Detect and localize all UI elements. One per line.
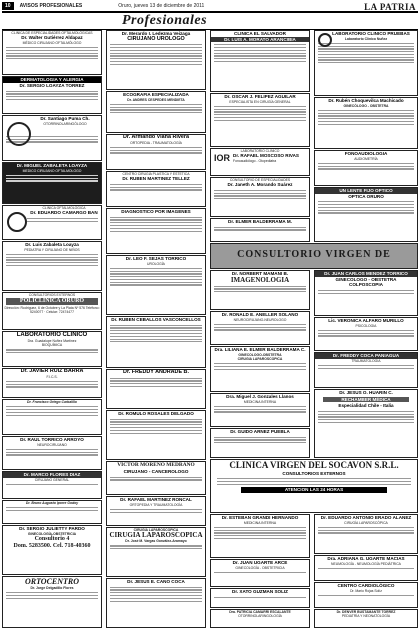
ad-laboratorio-pruebas bbox=[314, 30, 418, 96]
ad-doctor-name: Dr. FREDDY COCA PANIAGUA bbox=[332, 353, 400, 358]
ad-body-text bbox=[6, 484, 98, 485]
ad-heading-large: CIRUGIA LAPAROSCOPICA bbox=[109, 531, 203, 540]
ad-moreno-oncology bbox=[106, 461, 206, 495]
ortocentro-logo: ORTOCENTRO bbox=[24, 577, 80, 586]
ad-doctor-name: Dr. Walter Gutiérrez Aldapaz bbox=[21, 35, 83, 41]
ad-clinica-el-salvador bbox=[210, 30, 310, 92]
ad-doctor-name: Dr. José M. Vargas González-Aramayo bbox=[125, 539, 187, 544]
ad-body-text bbox=[318, 163, 414, 170]
ad-balderrama bbox=[210, 218, 310, 242]
lab-logo-icon bbox=[318, 33, 332, 47]
ad-body-text bbox=[6, 449, 98, 456]
ad-body-text bbox=[6, 175, 98, 182]
ad-ortocentro bbox=[2, 576, 102, 628]
ad-specialty: MEDICINA INTERNA bbox=[243, 399, 277, 404]
ad-felipez-surgery bbox=[210, 93, 310, 147]
ad-subheading: CONSULTORIOS EXTERNOS bbox=[282, 471, 346, 476]
ad-doctor-name: Dr. DENVER BUSTAMANTE TORREZ bbox=[336, 610, 396, 614]
ad-doctor-name: Dr. Santiago Puma Ch. bbox=[40, 116, 90, 121]
ad-elmer-gynecology bbox=[210, 346, 310, 392]
ad-body-text bbox=[6, 91, 98, 101]
ad-body-text bbox=[214, 286, 306, 293]
ad-specialty: F.I.C.S. bbox=[46, 374, 58, 379]
ad-body-text bbox=[214, 597, 306, 598]
ad-cespedes-ultrasound bbox=[106, 91, 206, 133]
ad-gutierrez-ophthalmology bbox=[2, 30, 102, 75]
ad-heading: LABORATORIO CLINICO PRUEBAS bbox=[332, 31, 410, 36]
ad-line: CLINICA OFTALMOLOGICA bbox=[42, 206, 86, 210]
ad-choquevilca-gynecology bbox=[314, 97, 418, 149]
ad-body-text bbox=[6, 507, 98, 511]
ad-fonoaudiologia bbox=[314, 150, 418, 186]
ad-body-text bbox=[110, 477, 202, 481]
clinic-logo-icon bbox=[7, 122, 31, 146]
ad-specialty: MEDICINA INTERNA bbox=[243, 520, 277, 525]
ad-specialty: GINECOLOGO-OBSTETRA bbox=[238, 352, 282, 357]
ad-body-text bbox=[318, 43, 414, 64]
ad-specialty: NEUROCIRUJANO-NEUROLOGO bbox=[233, 317, 287, 322]
ad-doctor-name: Dr. Luis Zabaleta Loayza bbox=[25, 242, 79, 247]
ad-doctor-name: Dr. RAFAEL MOSCOSO RIVAS bbox=[233, 153, 299, 159]
ad-doctor-name: Dr. Francisco Ortego Carbalillo bbox=[27, 400, 77, 404]
ad-bustamante-pediatrics bbox=[314, 609, 418, 628]
ad-specialty: TRAUMATOLOGIA bbox=[351, 358, 381, 363]
ad-specialty: PSICOLOGIA bbox=[355, 323, 377, 328]
ad-specialty: OTORRINOLARINGÓLOGO bbox=[43, 121, 87, 126]
ad-doctor-name: Dr. Mario Rojas Solíz bbox=[350, 588, 382, 593]
ad-optica bbox=[314, 187, 418, 242]
ad-doctor-name: Dr. NORBERT MAMANI B. bbox=[231, 271, 289, 276]
ad-body-text bbox=[318, 290, 414, 294]
ad-alfaro-psychology bbox=[314, 317, 418, 351]
ad-doctor-name: Dr. XATO GUZMAN SOLIZ bbox=[232, 589, 288, 594]
ad-sejas-urology bbox=[106, 255, 206, 315]
ad-ceballos bbox=[106, 316, 206, 368]
ad-doctor-name: Dr. RUBEN MARTINEZ TELLEZ bbox=[122, 176, 190, 182]
ad-body-text bbox=[214, 44, 306, 62]
ad-body-text bbox=[6, 349, 98, 353]
ad-body-text bbox=[6, 406, 98, 416]
ad-specialty: GINECOLOGO - OBSTETRA bbox=[335, 276, 397, 282]
ad-line: LABORATORIO CLINICO bbox=[240, 149, 280, 153]
ad-aneller-neurosurgery bbox=[210, 311, 310, 345]
ad-line: CLINICA DE ESPECIALIDADES OFTALMOLÓGICAS bbox=[11, 31, 93, 35]
page-number: 10 bbox=[2, 2, 14, 10]
ad-specialty: PEDIATRA Y CIRUJANO DE NIÑOS bbox=[24, 247, 80, 252]
ad-arnez-puebla bbox=[210, 428, 310, 458]
ad-viana-orthopedics bbox=[106, 134, 206, 170]
ad-doctor-name: Dr. RAUL TORRICO ARROYO bbox=[20, 437, 84, 442]
ad-body-text bbox=[110, 587, 202, 602]
ad-body-text bbox=[110, 419, 202, 434]
ad-grandi-internal-medicine bbox=[210, 514, 310, 558]
ad-specialty: CIRUJANO UROLOGO bbox=[127, 35, 185, 42]
ad-specialty: NEUMOLOGÍA - NEUMOLOGÍA PEDIÁTRICA bbox=[331, 561, 401, 566]
ad-specialty: GINECOLOGÍA-OBSTETRICIA bbox=[27, 531, 77, 536]
ad-mendez-gynecology bbox=[314, 270, 418, 316]
ad-body-text bbox=[318, 568, 414, 569]
ad-doctor-name: Dr. Bruno Augusto Iporre Godoy bbox=[25, 501, 79, 505]
paper-name: LA PATRIA bbox=[364, 2, 416, 12]
ad-zabaleta-ophthalmology bbox=[2, 162, 102, 204]
eye-icon bbox=[7, 212, 27, 232]
ad-body-text bbox=[6, 47, 98, 59]
ad-body-text bbox=[6, 592, 98, 599]
ad-hours-bar: ATENCION LAS 24 HORAS bbox=[241, 487, 387, 493]
ad-doctor-name: Dra. Guadalupe Nuñez Martínez bbox=[27, 339, 77, 343]
ad-heading: CIRUGIA LAPAROSCOPICA bbox=[133, 528, 179, 532]
ad-specialty: PEDIATRÍA Y NEONATOLOGÍA bbox=[341, 614, 391, 619]
ad-specialty: Especialidad Chile - Italia bbox=[338, 403, 394, 409]
ad-doctor-name: Dr. JUAN CARLOS MENDEZ TORRICO bbox=[324, 271, 408, 276]
ad-line: CENTRO CIRUGIA PLASTICA Y ESTETICA bbox=[122, 172, 190, 176]
ad-camargo-eye-clinic bbox=[2, 205, 102, 240]
ad-rosales bbox=[106, 410, 206, 460]
ad-office: Consultorio 4 bbox=[34, 535, 70, 542]
section-small-label: AVISOS PROFESIONALES bbox=[19, 3, 83, 9]
ad-body-text bbox=[214, 324, 306, 331]
ad-doctor-name: Dr. JESUS O. HUARIN C. bbox=[339, 390, 393, 395]
ad-specialty: CIRUGÍA LAPAROSCÓPICA bbox=[344, 520, 388, 525]
ad-specialty: OTORRINOLARINGOLOGÍA bbox=[238, 614, 282, 619]
ad-doctor-name: VICTOR MORENO MEDRANO bbox=[117, 462, 195, 468]
ad-nunez-laboratory bbox=[2, 331, 102, 367]
ad-imaging-diagnostics bbox=[106, 208, 206, 254]
ad-doctor-name: Dr. ROMULO ROSALES DELGADO bbox=[118, 411, 194, 416]
ad-doctor-name: Dr. LEO F. SEJAS TORRICO bbox=[125, 256, 187, 261]
ad-body-text bbox=[318, 110, 414, 125]
ad-heading: DIAGNOSTICO POR IMAGENES bbox=[121, 209, 191, 214]
ad-doctor-name: Dr. Merardo I. Ledezma Veizaga bbox=[121, 31, 191, 36]
ad-mamani-imaging bbox=[210, 270, 310, 310]
ad-julietty-pardo bbox=[2, 525, 102, 575]
ad-doctor-name: Dr. RUBEN CEBALLOS VASCONCELLOS bbox=[111, 317, 201, 322]
ad-cano-coca bbox=[106, 578, 206, 628]
ad-ugarte-macias bbox=[314, 555, 418, 581]
ad-heading: CONSULTORIO VIRGEN DE bbox=[237, 249, 391, 260]
ad-specialty-secondary: COLPOSCOPIA bbox=[349, 282, 383, 288]
ad-specialty: UROLOGÍA bbox=[147, 261, 165, 266]
ad-morando-suarez bbox=[210, 177, 310, 217]
ad-torrico-neurosurgeon bbox=[2, 436, 102, 470]
ad-specialty: AUDIOMETRÍA bbox=[354, 156, 378, 161]
ad-specialty: ESPECIALISTA EN CIRUGÍA GENERAL bbox=[229, 99, 291, 104]
ad-body-text bbox=[318, 365, 414, 369]
ad-body-text bbox=[6, 381, 98, 388]
ad-body-text bbox=[318, 201, 414, 213]
ad-martinez-plastic-surgery bbox=[106, 171, 206, 207]
ad-doctor-name: Dra. PATRICIA CAMARRI ESCALANTE bbox=[229, 610, 291, 614]
ad-specialty: NEUROCIRUJANO bbox=[37, 442, 67, 447]
ad-laparoscopic-surgery bbox=[106, 527, 206, 577]
ad-heading: ECOGRAFIA ESPECIALIZADA bbox=[123, 92, 189, 97]
ad-heading: CENTRO CARDIOLÓGICO bbox=[337, 583, 395, 588]
ad-line: CONSULTORIO DE ESPECIALIDADES bbox=[229, 178, 291, 182]
ad-centro-cardiologico bbox=[314, 582, 418, 608]
ad-specialty: Fonoaudiólogo - Otopediatra bbox=[233, 158, 277, 163]
ad-subheading: OPTICA ORURO bbox=[348, 193, 384, 199]
ad-guzman-soliz bbox=[210, 588, 310, 608]
ad-puma-otorhino bbox=[2, 115, 102, 161]
ad-body-text bbox=[110, 509, 202, 513]
ad-doctor-name: Dr. MARCO FLORES DIAZ bbox=[23, 472, 81, 477]
ad-specialty: CIRUJANO GENERAL bbox=[34, 477, 70, 482]
section-band bbox=[2, 11, 418, 30]
ad-specialty: IMAGENOLOGIA bbox=[230, 275, 290, 284]
header-strip bbox=[2, 2, 418, 10]
ad-camarri-otorhino bbox=[210, 609, 310, 628]
ad-ugarte-gynecology bbox=[210, 559, 310, 587]
ad-body-text bbox=[110, 217, 202, 232]
ad-body-text bbox=[110, 545, 202, 549]
ad-body-text bbox=[214, 437, 306, 444]
ad-doctor-name: Dr. EDUARDO CAMARGO BAN bbox=[30, 210, 98, 216]
ad-address: Dirección: Rodríguez, 6 de Octubre y La Plata Nº 576 Teléfono: 5240077 · Celular: 72474477 bbox=[4, 306, 100, 315]
ad-iporre-godoy bbox=[2, 500, 102, 524]
ad-body-text bbox=[6, 254, 98, 266]
ad-doctor-name: Dr. JUAN UGARTE ARCE bbox=[232, 560, 288, 565]
ad-body-text bbox=[27, 218, 98, 222]
ad-doctor-name: Dr. JESUS E. CANO COCA bbox=[127, 579, 185, 584]
ad-doctor-name: Dr. MIGUEL ZABALETA LOAYZA bbox=[16, 163, 88, 168]
ad-doctor-name: Dr. ESTEBAN GRANDI HERNANDO bbox=[221, 515, 299, 520]
ad-clinica-virgen-del-socavon bbox=[210, 459, 418, 513]
ad-body-text bbox=[110, 184, 202, 191]
ad-subheading: Laboratorio Clínico Nuñez bbox=[344, 36, 388, 41]
ad-body-text bbox=[217, 478, 411, 485]
ad-specialty-secondary: CIRUGIA LAPAROSCOPICA bbox=[237, 356, 283, 361]
ad-doctor-name: Dr. RAFAEL MARTINEZ RONCAL bbox=[120, 497, 192, 502]
dateline: Oruro, jueves 13 de diciembre de 2011 bbox=[118, 3, 205, 9]
ad-doctor-name: Dr. LUIS A. MORATO ARANCIBIA bbox=[224, 36, 296, 42]
ad-specialty: GINECOLOGÍA - OBSTETRICIA bbox=[235, 565, 285, 570]
ad-line: CONSULTORIOS EXTERNOS bbox=[28, 293, 76, 297]
ad-specialty: ORTOPEDIA - TRAUMATOLOGÍA bbox=[130, 140, 182, 145]
ad-heading: LABORATORIO CLINICO bbox=[16, 332, 88, 338]
ad-doctor-name: Dr. GUIDO ARNEZ PUEBLA bbox=[230, 429, 290, 434]
ior-logo: IOR bbox=[214, 153, 231, 164]
ad-doctor-name: Dra. LILIANA E. ELMER BALDERRAMA C. bbox=[214, 347, 306, 352]
ad-ruiz-barra bbox=[2, 368, 102, 398]
ad-specialty: CIRUJANO - CANCEROLOGO bbox=[123, 469, 189, 474]
ad-body-text bbox=[318, 527, 414, 534]
ad-body-text bbox=[214, 527, 306, 539]
ad-body-text bbox=[318, 595, 414, 596]
ad-doctor-name: Dra. Miguel J. Gonzales Llanos bbox=[226, 394, 294, 399]
ad-body-text bbox=[318, 411, 414, 423]
ad-specialty: GINECÓLOGO - OBSTETRA bbox=[343, 103, 389, 108]
ad-huarin bbox=[314, 389, 418, 458]
ad-body-text bbox=[110, 147, 202, 154]
ad-doctor-name: Dr. OSCAR J. FELIPEZ AGUILAR bbox=[224, 94, 296, 99]
ad-coca-paniagua bbox=[314, 352, 418, 388]
ad-zabaleta-pediatrics bbox=[2, 241, 102, 291]
ad-doctor-name: Dr. SERGIO JULIETTY PARDO bbox=[19, 526, 85, 531]
ad-body-text bbox=[110, 104, 202, 114]
ad-specialty: MÉDICO CIRUJANO OFTALMÓLOGO bbox=[22, 40, 82, 45]
ad-doctor-name: Dr. JAVIER RUIZ BARRA bbox=[20, 368, 84, 374]
ad-heading-bar: DERMATOLOGIA Y ALERGIA bbox=[3, 77, 101, 83]
ad-doctor-name: Dr. SERGIO LOAYZA TORREZ bbox=[19, 83, 85, 88]
ad-body-text bbox=[214, 406, 306, 413]
ad-flores-diaz bbox=[2, 471, 102, 499]
ad-andrade bbox=[106, 369, 206, 409]
ad-specialty: MEDICO CIRUJANO OFTALMOLOGO bbox=[22, 168, 82, 173]
ad-doctor-name: Dr. Rubén Choquevilca Machicado bbox=[328, 98, 404, 103]
ad-body-text bbox=[110, 268, 202, 286]
ad-ortego-carbalillo bbox=[2, 399, 102, 435]
ad-gonzales-llanos bbox=[210, 393, 310, 427]
ad-doctor-name: Dr. ELMER BALDERRAMA M. bbox=[228, 219, 292, 224]
ad-doctor-name: Dr. Armando Viaña Rivera bbox=[123, 134, 189, 140]
ad-body-text bbox=[214, 190, 306, 200]
ad-erado-alanez bbox=[314, 514, 418, 554]
ad-virgen-de-guadalupe bbox=[210, 243, 418, 269]
ad-doctor-name: Dr. ANDRES CESPEDES MENDIETA bbox=[127, 97, 185, 102]
ad-body-text bbox=[110, 378, 202, 388]
ad-heading: UN LENTE FIJO OPTICO bbox=[339, 188, 393, 193]
clinic-name: CLINICA VIRGEN DEL SOCAVON S.R.L. bbox=[229, 460, 399, 470]
ad-doctor-name: Dr. EDUARDO ANTONIO ERADO ALANEZ bbox=[320, 515, 412, 520]
ad-doctor-name: Dr. Janeth A. Morando Suárez bbox=[227, 182, 293, 188]
ad-doctor-name: Dra. ADRIANA G. UGARTE MACIAS bbox=[327, 556, 405, 561]
ad-body-text bbox=[214, 106, 306, 121]
ad-heading: FONOAUDIOLOGIA bbox=[344, 151, 388, 156]
ad-body-text bbox=[318, 330, 414, 337]
ad-doctor-name: Lic. VERONICA ALFARO MURILLO bbox=[328, 318, 404, 323]
ad-body-text bbox=[110, 44, 202, 65]
section-title: Profesionales bbox=[122, 13, 208, 28]
ad-body-text bbox=[214, 227, 306, 231]
ad-body-text bbox=[214, 363, 306, 370]
ad-body-text bbox=[110, 325, 202, 343]
ad-specialty: ORTOPEDIA Y TRAUMATOLOGÍA bbox=[129, 502, 183, 507]
ad-policlinica-oruro bbox=[2, 292, 102, 330]
ad-ledezma-urology bbox=[106, 30, 206, 90]
ad-phone: Dom. 5283500. Cel. 718-40360 bbox=[13, 542, 91, 549]
ad-specialty: BIOQUÍMICA bbox=[41, 343, 63, 348]
ad-doctor-name: Dr. Jorge Delgadillo Flores bbox=[30, 586, 74, 590]
page-header bbox=[2, 2, 418, 28]
clinic-name: POLICLÍNICA ORURO bbox=[19, 298, 85, 305]
ad-doctor-name: Dr. RONALD E. ANELLER SOLANO bbox=[221, 312, 299, 317]
ad-martinez-roncal bbox=[106, 496, 206, 526]
ad-loayza-dermatology bbox=[2, 76, 102, 114]
ad-body-text bbox=[214, 572, 306, 573]
ad-heading: CLINICA EL SALVADOR bbox=[234, 31, 286, 36]
ad-banner: RECHAMBER MÉDICA bbox=[341, 396, 391, 402]
ad-doctor-name: Dr. FREDDY ANDRADE B. bbox=[123, 369, 189, 375]
ad-moscoso-lab bbox=[210, 148, 310, 176]
